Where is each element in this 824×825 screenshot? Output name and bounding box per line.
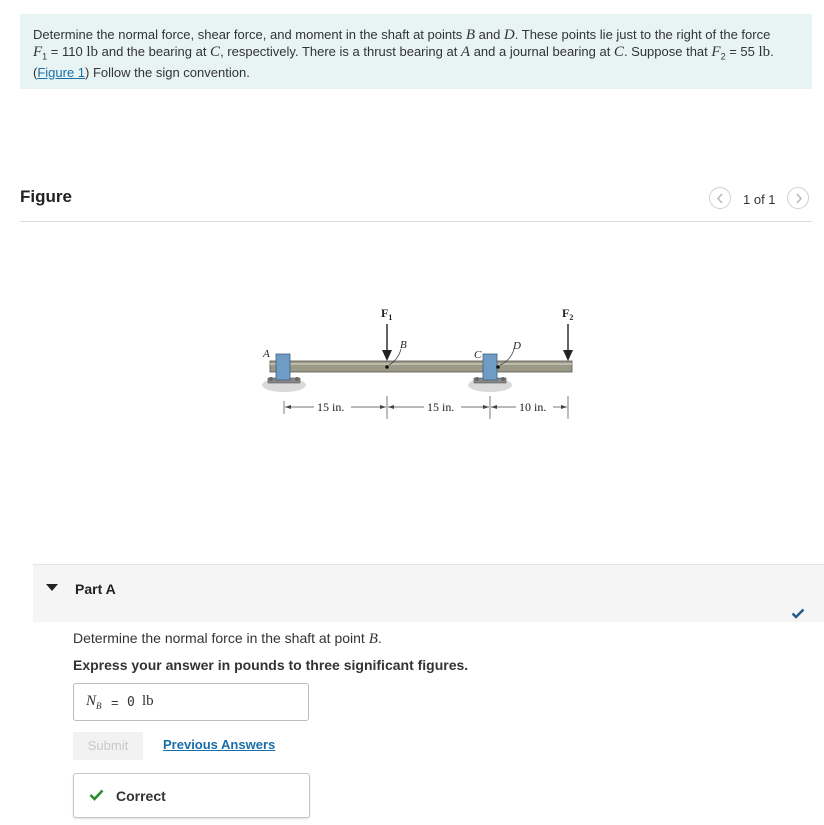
figure-title: Figure xyxy=(20,187,72,206)
point-b-symbol: B xyxy=(465,27,475,43)
force-f1-arrow xyxy=(382,324,392,361)
problem-text: ) Follow the sign convention. xyxy=(85,64,250,80)
previous-answers-link[interactable]: Previous Answers xyxy=(163,737,276,752)
f2-subscript: 2 xyxy=(720,51,726,62)
caret-down-icon[interactable] xyxy=(46,584,58,592)
part-a-title: Part A xyxy=(75,581,116,597)
f2-value: = 55 xyxy=(725,43,759,59)
point-c-symbol: C xyxy=(613,43,624,60)
part-a-header[interactable] xyxy=(33,564,824,622)
force-f2-arrow xyxy=(563,324,573,361)
feedback-box xyxy=(73,773,310,818)
answer-symbol: $N_B$ xyxy=(86,693,102,711)
dimension-3-label: 10 in. xyxy=(519,400,547,414)
problem-text: and xyxy=(475,27,504,42)
problem-text: ( xyxy=(33,64,38,80)
question-suffix: . xyxy=(377,630,382,646)
answer-equals: = xyxy=(111,695,119,710)
f1-unit: lb xyxy=(86,43,99,60)
point-a-symbol: A xyxy=(460,43,471,60)
question-text xyxy=(73,630,382,648)
answer-input[interactable] xyxy=(73,683,309,721)
chevron-left-icon xyxy=(715,193,726,204)
shaft xyxy=(270,361,572,372)
problem-text: and the bearing at xyxy=(98,43,211,59)
problem-text: . These points lie just to the right of the force xyxy=(514,27,771,42)
problem-text: . xyxy=(770,43,774,59)
check-icon xyxy=(89,789,104,801)
figure-header xyxy=(20,186,812,222)
question-prefix: Determine the normal force in the shaft at point xyxy=(73,630,369,646)
figure-link[interactable]: Figure 1 xyxy=(37,64,86,80)
point-d-symbol: D xyxy=(503,27,515,43)
dimension-2-label: 15 in. xyxy=(427,400,455,414)
problem-statement xyxy=(20,14,812,89)
f1-subscript: 1 xyxy=(42,51,48,62)
point-c-symbol: C xyxy=(210,43,221,60)
f2-symbol: F xyxy=(711,43,721,60)
submit-button[interactable]: Submit xyxy=(73,732,143,760)
f1-label: $F_1$ xyxy=(381,306,393,322)
next-figure-button[interactable] xyxy=(787,187,809,209)
figure-pager-count: 1 of 1 xyxy=(743,192,776,207)
problem-text: , respectively. There is a thrust bearing at xyxy=(220,43,461,59)
f2-unit: lb xyxy=(758,43,771,60)
answer-value[interactable]: 0 xyxy=(127,695,135,710)
dimension-1-label: 15 in. xyxy=(317,400,345,414)
point-b-marker xyxy=(385,365,389,369)
point-b-label: B xyxy=(400,339,407,351)
point-d-marker xyxy=(496,365,500,369)
f1-symbol: F xyxy=(33,43,43,60)
point-a-label: A xyxy=(263,348,270,360)
answer-instruction: Express your answer in pounds to three significant figures. xyxy=(73,657,469,673)
f1-value: = 110 xyxy=(47,43,87,59)
problem-text: Determine the normal force, shear force, and moment in the shaft at points xyxy=(33,27,466,42)
point-d-label: D xyxy=(513,340,521,352)
f2-label: $F_2$ xyxy=(562,306,574,322)
question-point: B xyxy=(368,631,378,647)
feedback-text: Correct xyxy=(116,788,166,804)
problem-text: and a journal bearing at xyxy=(470,43,614,59)
checkmark-icon xyxy=(791,608,805,619)
shaft-diagram xyxy=(250,298,590,428)
problem-text: . Suppose that xyxy=(623,43,712,59)
point-c-label: C xyxy=(474,349,482,361)
chevron-right-icon xyxy=(793,193,804,204)
answer-unit: lb xyxy=(142,693,154,709)
previous-figure-button[interactable] xyxy=(709,187,731,209)
